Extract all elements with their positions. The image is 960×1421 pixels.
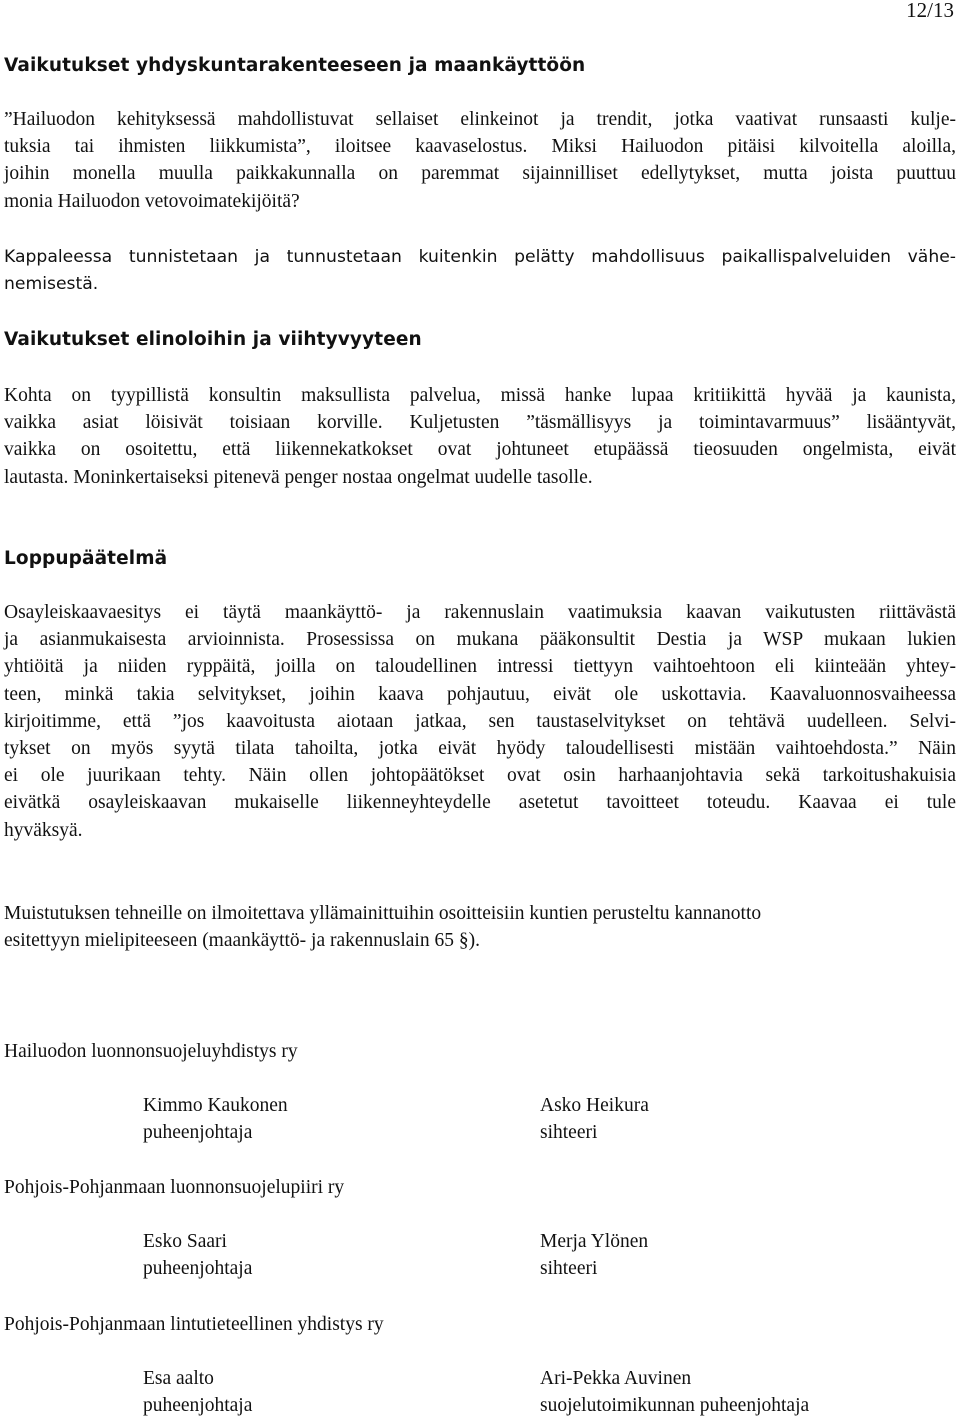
- signer-role: sihteeri: [540, 1122, 598, 1143]
- signer-name: Esa aalto: [143, 1368, 214, 1389]
- text-line: yhtiöitä ja niiden ryppäitä, joilla on taloudellinen intressi tiettyyn vaihtoehtoon eli kiinteään yhtey-: [4, 656, 956, 678]
- section-heading-land-use: Vaikutukset yhdyskuntarakenteeseen ja maankäyttöön: [4, 55, 586, 76]
- section-heading-conclusion: Loppupäätelmä: [4, 548, 168, 569]
- signer-role: sihteeri: [540, 1258, 598, 1279]
- text-line: ei ole juurikaan tehty. Näin ollen johtopäätökset ovat osin harhaanjohtavia sekä tarkoitushakuisia: [4, 765, 956, 787]
- text-line: Kappaleessa tunnistetaan ja tunnustetaan kuitenkin pelätty mahdollisuus paikallispalveluiden vähe-: [4, 247, 956, 267]
- signature-3-left: [143, 1365, 252, 1419]
- text-line: Muistutuksen tehneille on ilmoitettava yllämainittuihin osoitteisiin kuntien perusteltu kannanotto: [4, 903, 762, 924]
- signer-name: Kimmo Kaukonen: [143, 1095, 288, 1116]
- signature-org-3: Pohjois-Pohjanmaan lintutieteellinen yhdistys ry: [4, 1314, 384, 1335]
- signer-role: puheenjohtaja: [143, 1258, 253, 1279]
- signer-name: Ari-Pekka Auvinen: [540, 1368, 692, 1389]
- text-line: ”Hailuodon kehityksessä mahdollistuvat sellaiset elinkeinot ja trendit, jotka vaativat runsaasti kulje-: [4, 109, 956, 130]
- signer-name: Merja Ylönen: [540, 1231, 649, 1252]
- signer-role: puheenjohtaja: [143, 1395, 253, 1416]
- signer-role: suojelutoimikunnan puheenjohtaja: [540, 1395, 810, 1416]
- text-line: tykset on myös syytä tilata tahoilta, jotka eivät hyödy taloudellisesti mistään vaihtoehdosta.” Näin: [4, 738, 956, 760]
- paragraph-request: [4, 900, 956, 954]
- paragraph-land-use-quote: [4, 106, 956, 215]
- signer-name: Asko Heikura: [540, 1095, 649, 1116]
- text-line: ja asianmukaisesta arvioinnista. Prosessissa on mukana pääkonsultit Destia ja WSP mukaan lukien: [4, 629, 956, 651]
- signature-2-left: [143, 1228, 252, 1282]
- signature-org-2: Pohjois-Pohjanmaan luonnonsuojelupiiri ry: [4, 1177, 345, 1198]
- paragraph-local-services: [4, 244, 956, 298]
- text-line: eivätkä osayleiskaavan mukaiselle liikenneyhteydelle asetetut tavoitteet toteudu. Kaavaa ei tule: [4, 792, 956, 814]
- signature-1-left: [143, 1092, 288, 1146]
- text-line: tuksia tai ihmisten liikkumista”, iloitsee kaavaselostus. Miksi Hailuodon pitäisi kilvoitella aloilla,: [4, 136, 956, 158]
- text-line: vaikka asiat löisivät toisiaan korville. Kuljetusten ”täsmällisyys ja toimintavarmuus” lisääntyvät,: [4, 412, 956, 434]
- text-line: Kohta on tyypillistä konsultin maksullista palvelua, missä hanke lupaa kritiikittä hyvää ja kaunista,: [4, 385, 956, 406]
- signature-1-right: [540, 1092, 649, 1146]
- signer-role: puheenjohtaja: [143, 1122, 253, 1143]
- text-line: hyväksyä.: [4, 819, 83, 841]
- text-line: lautasta. Moninkertaiseksi pitenevä penger nostaa ongelmat uudelle tasolle.: [4, 466, 593, 488]
- text-line: esitettyyn mielipiteeseen (maankäyttö- ja rakennuslain 65 §).: [4, 930, 480, 952]
- signature-2-right: [540, 1228, 648, 1282]
- signer-name: Esko Saari: [143, 1231, 227, 1252]
- section-heading-living-conditions: Vaikutukset elinoloihin ja viihtyvyyteen: [4, 329, 422, 350]
- page-number: 12/13: [906, 0, 954, 22]
- paragraph-living-conditions: [4, 382, 956, 491]
- text-line: vaikka on osoitettu, että liikennekatkokset ovat johtuneet etupäässä tieosuuden ongelmista, eivät: [4, 439, 956, 461]
- text-line: teen, minkä takia selvitykset, joihin kaava pohjautuu, eivät ole uskottavia. Kaavaluonnosvaiheessa: [4, 683, 956, 705]
- text-line: Osayleiskaavaesitys ei täytä maankäyttö- ja rakennuslain vaatimuksia kaavan vaikutusten riittävästä: [4, 602, 956, 623]
- signature-org-1: Hailuodon luonnonsuojeluyhdistys ry: [4, 1041, 298, 1062]
- text-line: kirjoitimme, että ”jos kaavoitusta aiotaan jatkaa, sen taustaselvitykset on tehtävä uudelleen. Selvi-: [4, 710, 956, 732]
- paragraph-conclusion: [4, 599, 956, 844]
- signature-3-right: [540, 1365, 809, 1419]
- text-line: monia Hailuodon vetovoimatekijöitä?: [4, 190, 300, 212]
- text-line: nemisestä.: [4, 274, 99, 295]
- text-line: joihin monella muulla paikkakunnalla on paremmat sijainnilliset edellytykset, mutta joista puuttuu: [4, 163, 956, 185]
